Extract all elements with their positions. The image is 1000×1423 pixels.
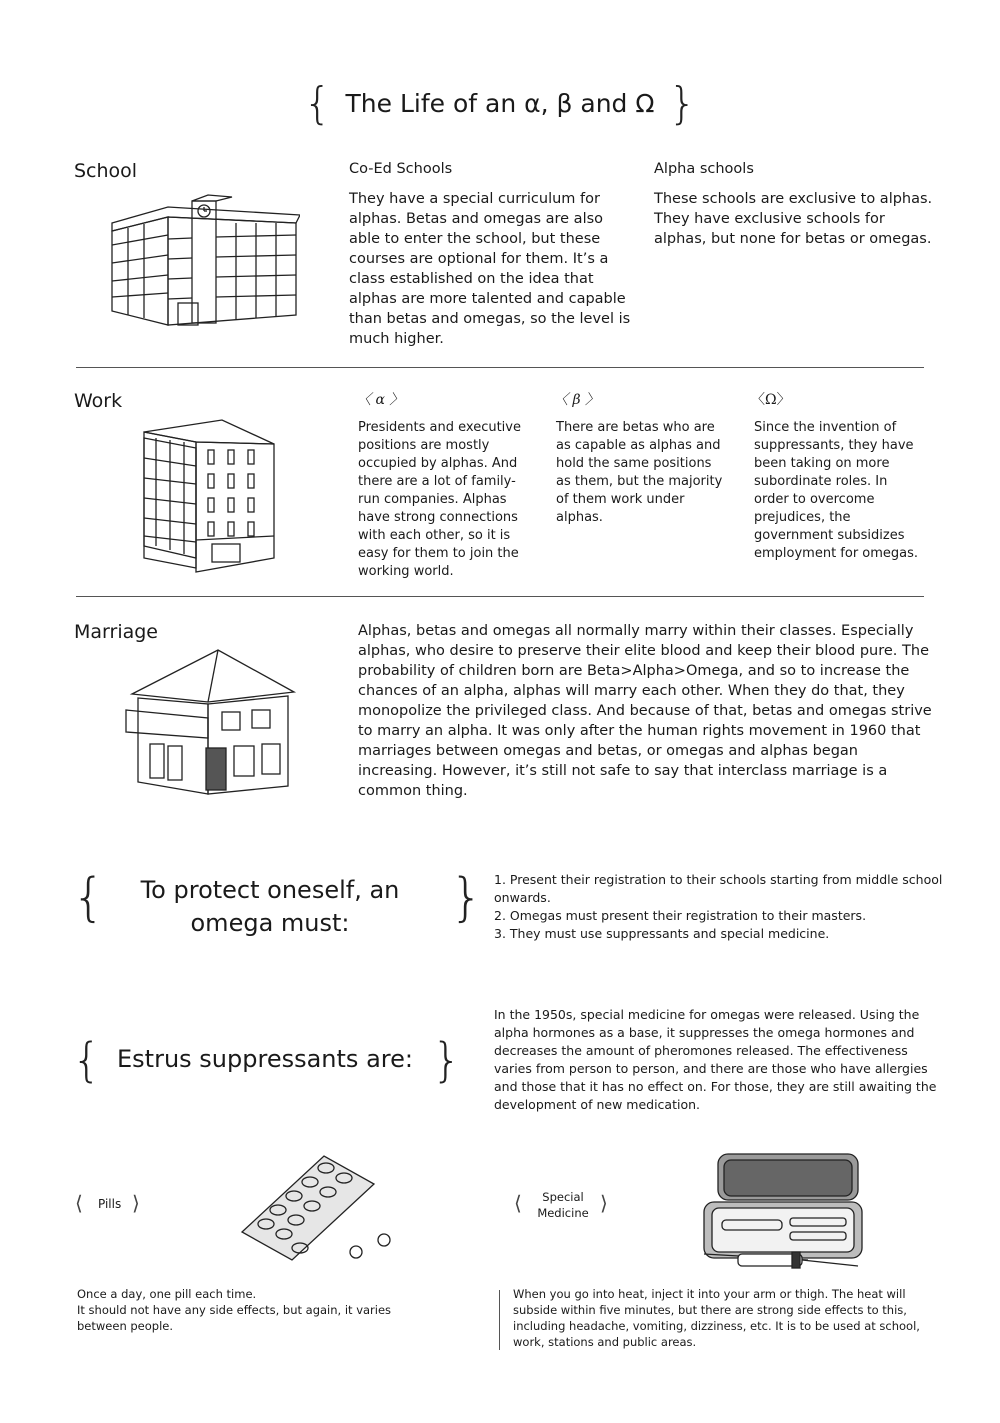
pills-label: Pills bbox=[98, 1197, 122, 1211]
protect-heading: To protect oneself, an omega must: bbox=[140, 876, 400, 937]
right-brace: } bbox=[432, 1033, 462, 1087]
office-building-icon bbox=[134, 418, 279, 576]
pills-note: Once a day, one pill each time. It should not have any side effects, but again, it varies between people. bbox=[77, 1287, 392, 1333]
divider bbox=[76, 596, 924, 597]
beta-mark: 〈 β 〉 bbox=[554, 392, 599, 408]
left-brace: { bbox=[72, 1033, 102, 1087]
right-angle: ⟩ bbox=[600, 1191, 608, 1215]
work-label: Work bbox=[74, 390, 123, 412]
note-bar bbox=[499, 1290, 500, 1350]
work-beta-text: There are betas who are as capable as alphas and hold the same positions as them, but the majority of them work under alphas. bbox=[556, 420, 723, 525]
omega-mark: 〈Ω〉 bbox=[751, 392, 791, 408]
right-brace: } bbox=[668, 78, 697, 129]
estrus-text: In the 1950s, special medicine for omegas were released. Using the alpha hormones as a base, it suppresses the omega hormones and decreases the amount of pheromones released. The effectiveness varies from person to person, and there are those who have allergies and those that it has no effect on. For those, they are still awaiting the development of new medication. bbox=[494, 1007, 937, 1112]
house-icon bbox=[122, 648, 298, 796]
left-angle: ⟨ bbox=[514, 1191, 522, 1215]
marriage-text: Alphas, betas and omegas all normally marry within their classes. Especially alphas, who desire to preserve their elite blood and keep their blood pure. The probability of children born are Beta>Alpha>Omega, and so to increase the chances of an alpha, alphas will marry each other. When they do that, they monopolize the privileged class. And because of that, betas and omegas strive to marry an alpha. It was only after the human rights movement in 1960 that marriages between omegas and betas, or omegas and alphas began increasing. However, it’s still not safe to say that interclass marriage is a common thing. bbox=[358, 623, 932, 799]
alpha-schools-heading: Alpha schools bbox=[654, 161, 754, 177]
coed-text: They have a special curriculum for alphas. Betas and omegas are also able to enter the school, but these courses are optional for them. It’s a class established on the idea that alphas are more talented and capable than betas and omegas, so the level is much higher. bbox=[349, 191, 631, 347]
pill-blister-icon bbox=[238, 1152, 398, 1264]
page-title: { The Life of an α, β and Ω } bbox=[303, 78, 697, 129]
estrus-heading: Estrus suppressants are: bbox=[117, 1045, 413, 1073]
coed-heading: Co-Ed Schools bbox=[349, 161, 453, 177]
divider bbox=[76, 367, 924, 368]
list-item: 1. Present their registration to their schools starting from middle school onwards. bbox=[494, 872, 943, 905]
right-angle: ⟩ bbox=[132, 1191, 140, 1215]
school-building-icon bbox=[108, 193, 300, 328]
list-item: 3. They must use suppressants and special medicine. bbox=[494, 926, 830, 941]
marriage-label: Marriage bbox=[74, 621, 158, 643]
protect-list bbox=[494, 871, 966, 943]
school-label: School bbox=[74, 160, 138, 182]
work-alpha-text: Presidents and executive positions are mostly occupied by alphas. And there are a lot of family-run companies. Alphas have strong connections with each other, so it is easy for them to join the working world. bbox=[358, 420, 521, 579]
alpha-schools-text: These schools are exclusive to alphas. They have exclusive schools for alphas, but none for betas or omegas. bbox=[654, 191, 933, 247]
left-angle: ⟨ bbox=[75, 1191, 83, 1215]
left-brace: { bbox=[72, 868, 106, 928]
alpha-mark: 〈 α 〉 bbox=[357, 392, 404, 408]
list-item: 2. Omegas must present their registration to their masters. bbox=[494, 908, 867, 923]
special-medicine-note: When you go into heat, inject it into your arm or thigh. The heat will subside within five minutes, but there are strong side effects to this, including headache, vomiting, dizziness, etc. It is to be used at school, work, stations and public areas. bbox=[513, 1287, 920, 1349]
work-omega-text: Since the invention of suppressants, they have been taking on more subordinate roles. In order to overcome prejudices, the government subsidizes employment for omegas. bbox=[754, 420, 919, 561]
syringe-case-icon bbox=[698, 1150, 866, 1282]
left-brace: { bbox=[303, 78, 332, 129]
right-brace: } bbox=[450, 868, 484, 928]
special-medicine-label: Special Medicine bbox=[537, 1190, 589, 1220]
